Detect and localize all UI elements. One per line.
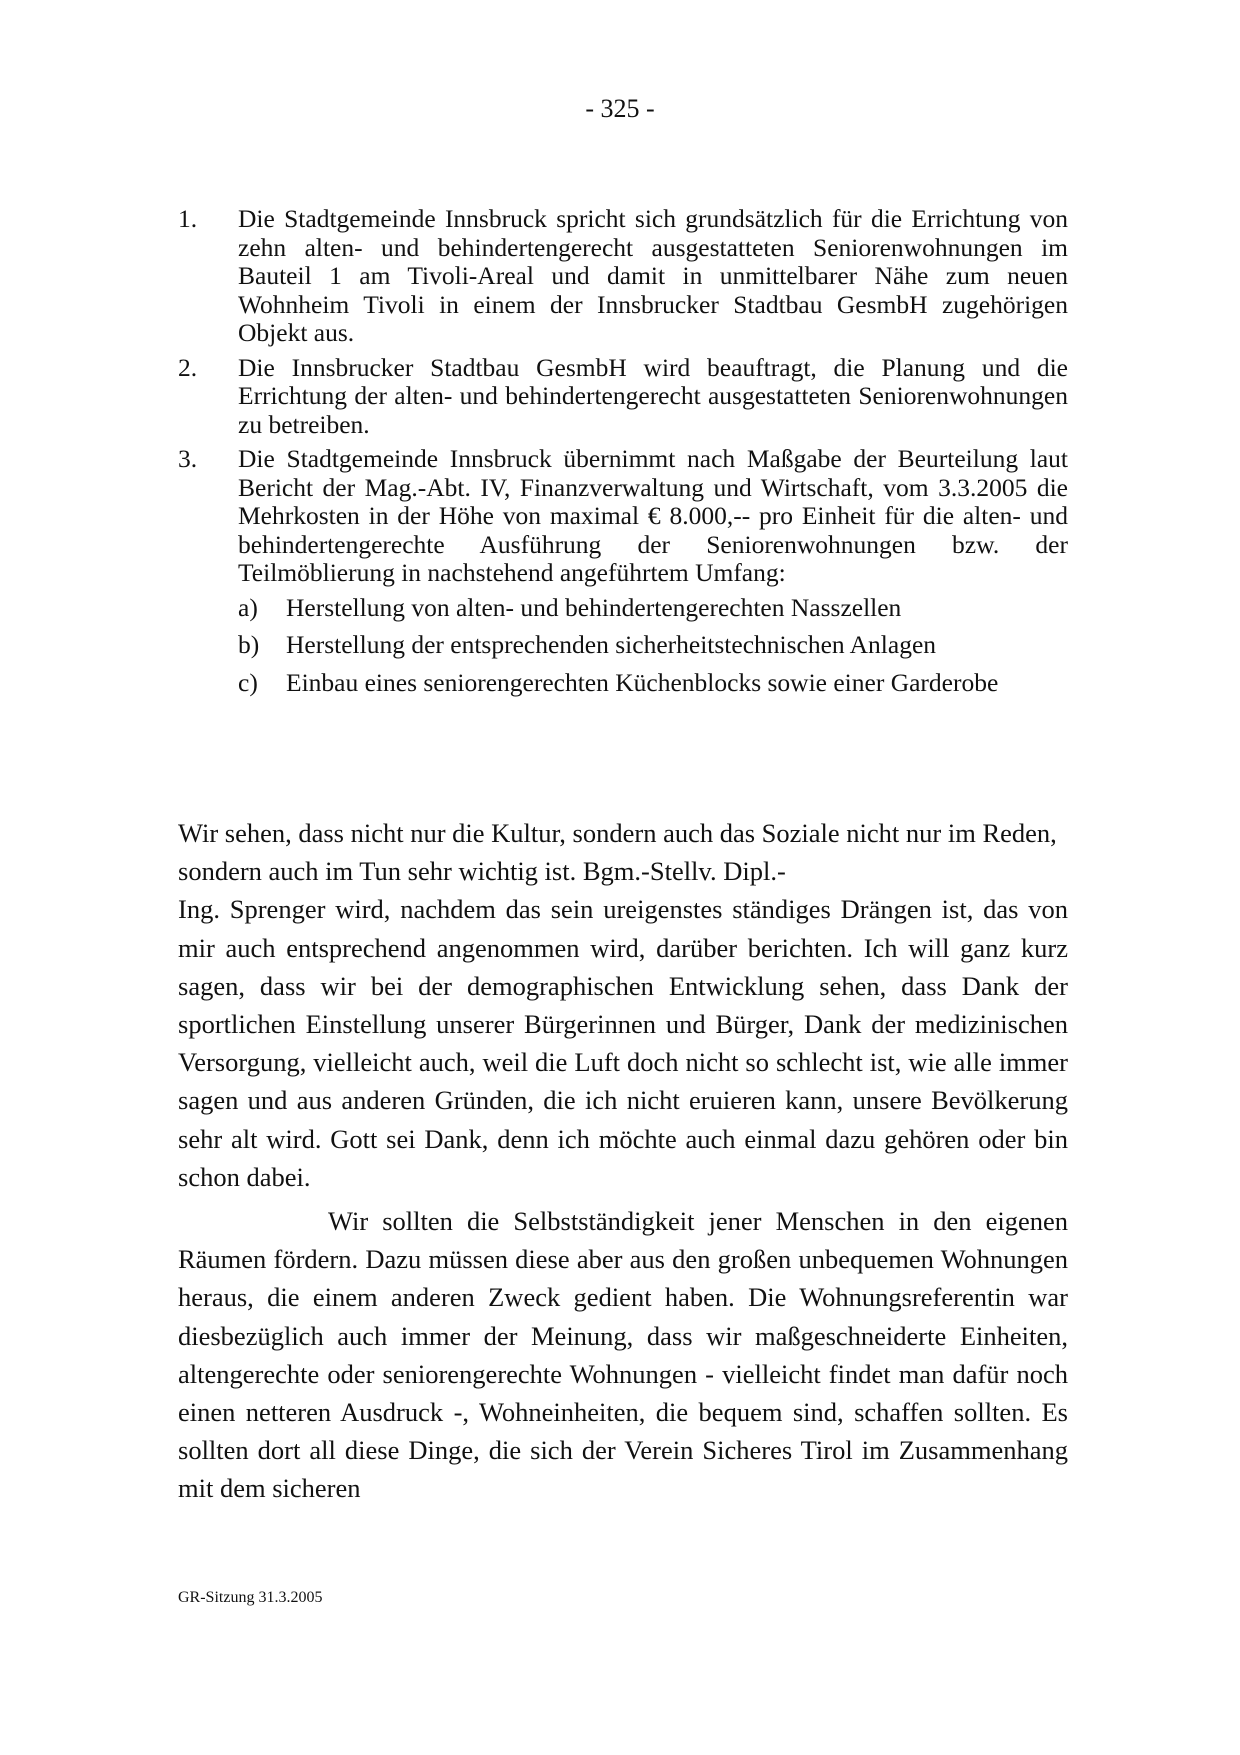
list-item [178, 354, 1068, 440]
sub-list-item-label: a) [238, 592, 258, 622]
sub-list-item [238, 594, 1068, 623]
list-item-number: 1. [178, 204, 198, 233]
sub-list-item-text: Einbau eines seniorengerechten Küchenblocks sowie einer Garderobe [286, 667, 999, 697]
sub-list-item-label: c) [238, 667, 258, 697]
list-item-body [238, 445, 1068, 706]
paragraph-continuation: Ing. Sprenger wird, nachdem das sein ureigenstes ständiges Drängen ist, das von mir auch entsprechend angenommen wird, darüber berichten. Ich will ganz kurz sagen, dass wir bei der demographischen Entwicklung sehen, dass Dank der sportlichen Einstellung unserer Bürgerinnen und Bürger, Dank der medizinischen Versorgung, vielleicht auch, weil die Luft doch nicht so schlecht ist, wie alle immer sagen und aus anderen Gründen, die ich nicht eruieren kann, unsere Bevölkerung sehr alt wird. Gott sei Dank, denn ich möchte auch einmal dazu gehören oder bin schon dabei. [178, 894, 1068, 1192]
list-item-text: Die Stadtgemeinde Innsbruck spricht sich grundsätzlich für die Errichtung von zehn alten- und behindertengerecht ausgestatteten Seniorenwohnungen im Bauteil 1 am Tivoli-Areal und damit in unmittelbarer Nähe zum neuen Wohnheim Tivoli in einem der Innsbrucker Stadtbau GesmbH zugehörigen Objekt aus. [238, 204, 1068, 347]
paragraph [178, 814, 1068, 1196]
sub-list [238, 594, 1068, 698]
list-item [178, 205, 1068, 348]
paragraph: Wir sollten die Selbstständigkeit jener Menschen in den eigenen Räumen fördern. Dazu müssen diese aber aus den großen unbequemen Wohnungen heraus, die einem anderen Zweck gedient haben. Die Wohnungsreferentin war diesbezüglich auch immer der Meinung, dass wir maßgeschneiderte Einheiten, altengerechte oder seniorengerechte Wohnungen - vielleicht findet man dafür noch einen netteren Ausdruck -, Wohneinheiten, die bequem sind, schaffen sollten. Es sollten dort all diese Dinge, die sich der Verein Sicheres Tirol im Zusammenhang mit dem sicheren [178, 1206, 1068, 1504]
sub-list-item-label: b) [238, 630, 260, 659]
resolution-list [178, 205, 1068, 712]
list-item-number: 2. [178, 352, 198, 382]
sub-list-item [238, 631, 1068, 660]
page-number: - 325 - [585, 94, 655, 123]
sub-list-item [238, 669, 1068, 698]
body-text [178, 814, 1068, 1508]
paragraph-first-lines: Wir sehen, dass nicht nur die Kultur, sondern auch das Soziale nicht nur im Reden, sondern auch im Tun sehr wichtig ist. Bgm.-Stellv. Dipl.- [178, 818, 1057, 887]
list-item-number: 3. [178, 444, 198, 473]
list-item-text: Die Innsbrucker Stadtbau GesmbH wird beauftragt, die Planung und die Errichtung der alten- und behindertengerecht ausgestatteten Seniorenwohnungen zu betreiben. [238, 352, 1068, 439]
list-item-text: Die Stadtgemeinde Innsbruck übernimmt nach Maßgabe der Beurteilung laut Bericht der Mag.-Abt. IV, Finanzverwaltung und Wirtschaft, vom 3.3.2005 die Mehrkosten in der Höhe von maximal € 8.000,-- pro Einheit für die alten- und behindertengerechte Ausführung der Seniorenwohnungen bzw. der Teilmöblierung in nachstehend angeführtem Umfang: [238, 444, 1068, 587]
sub-list-item-text: Herstellung der entsprechenden sicherheitstechnischen Anlagen [286, 630, 937, 659]
list-item [178, 445, 1068, 706]
sub-list-item-text: Herstellung von alten- und behindertengerechten Nasszellen [286, 592, 902, 622]
page-footer: GR-Sitzung 31.3.2005 [178, 1589, 323, 1606]
